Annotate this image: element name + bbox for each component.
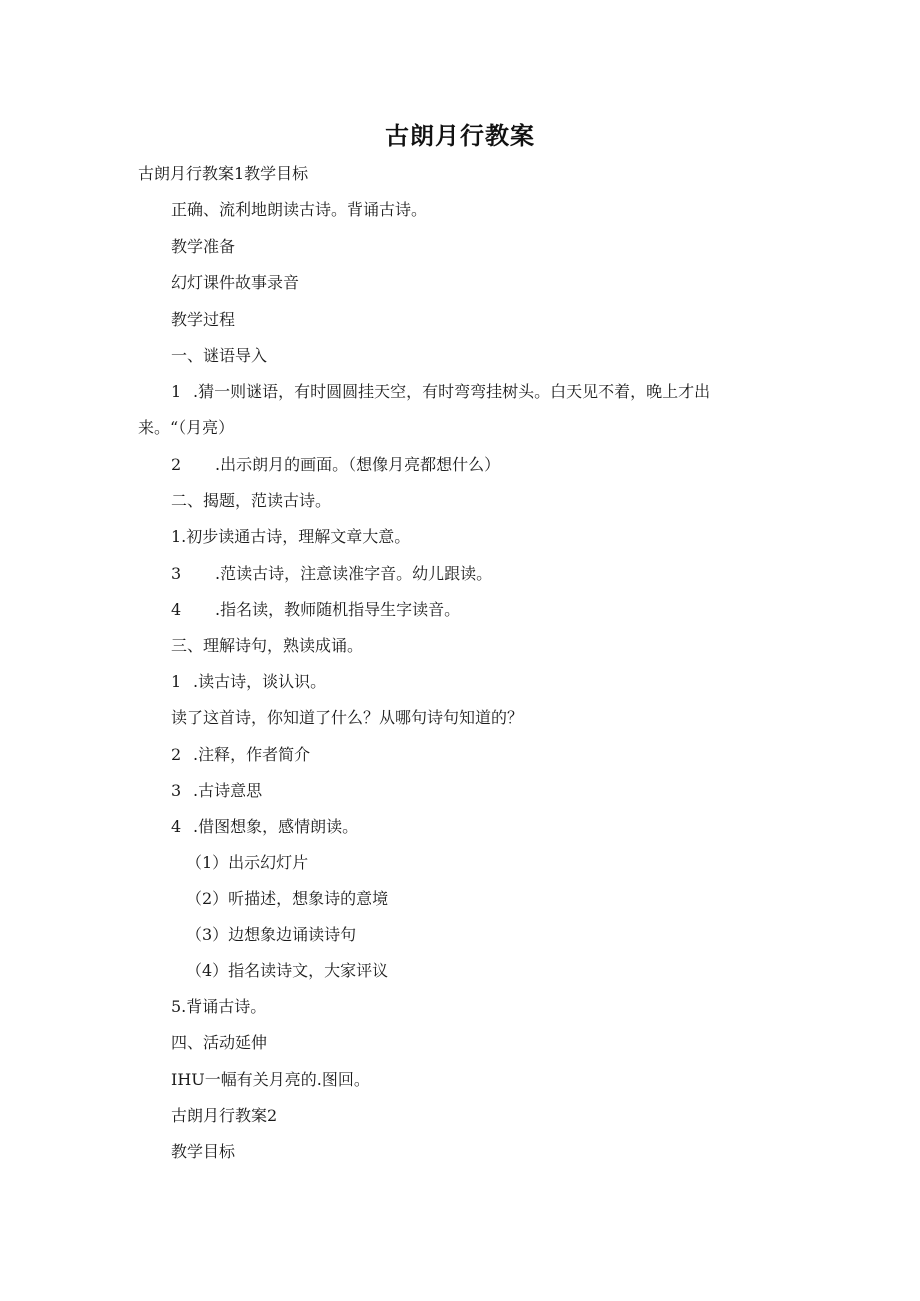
item-text: .借图想象，感情朗读。 — [193, 817, 359, 836]
prep-text: 幻灯课件故事录音 — [171, 273, 300, 292]
section-4-heading: 四、活动延伸 — [171, 1033, 268, 1052]
item-text: .古诗意思 — [193, 781, 263, 800]
item-1-1-continuation: 来。“（月亮） — [138, 418, 235, 437]
document-title: 古朗月行教案 — [385, 122, 535, 150]
item-4-1: IHU一幅有关月亮的.图回。 — [171, 1070, 370, 1089]
item-number: 2 — [171, 745, 182, 764]
prep-heading: 教学准备 — [171, 237, 236, 256]
sub-item-2: （2）听描述，想象诗的意境 — [186, 889, 389, 908]
item-3-1-question: 读了这首诗，你知道了什么？从哪句诗句知道的？ — [171, 708, 524, 727]
item-number: 3 — [171, 564, 182, 583]
section-2-heading: 二、揭题，范读古诗。 — [171, 491, 332, 510]
section-3-heading: 三、理解诗句，熟读成诵。 — [171, 636, 364, 655]
sub-item-3: （3）边想象边诵读诗句 — [186, 925, 357, 944]
item-3-5: 5.背诵古诗。 — [171, 997, 267, 1016]
item-number: 1 — [171, 382, 182, 401]
item-2-1: 1.初步读通古诗，理解文章大意。 — [171, 527, 411, 546]
item-3-2 — [171, 745, 310, 765]
item-number: 2 — [171, 455, 182, 474]
lesson-2-heading: 古朗月行教案2 — [171, 1106, 278, 1125]
item-2-4 — [171, 600, 460, 620]
item-3-1 — [171, 672, 326, 692]
sub-item-4: （4）指名读诗文，大家评议 — [186, 961, 389, 980]
process-heading: 教学过程 — [171, 310, 236, 329]
item-1-2 — [171, 455, 500, 475]
item-text: .出示朗月的画面。（想像月亮都想什么） — [215, 455, 501, 474]
item-number: 3 — [171, 781, 182, 800]
goal-text: 正确、流利地朗读古诗。背诵古诗。 — [171, 200, 428, 219]
section-1-heading: 一、谜语导入 — [171, 346, 268, 365]
lesson-1-heading: 古朗月行教案1教学目标 — [138, 164, 309, 183]
item-text: .注释，作者简介 — [193, 745, 311, 764]
item-text: .指名读，教师随机指导生字读音。 — [215, 600, 461, 619]
item-text: .范读古诗，注意读准字音。幼儿跟读。 — [215, 564, 493, 583]
item-number: 4 — [171, 817, 182, 836]
item-number: 4 — [171, 600, 182, 619]
item-number: 1 — [171, 672, 182, 691]
item-text: .猜一则谜语，有时圆圆挂天空，有时弯弯挂树头。白天见不着，晚上才出 — [193, 382, 711, 401]
sub-item-1: （1）出示幻灯片 — [186, 853, 309, 872]
item-1-1 — [171, 382, 710, 402]
item-3-3 — [171, 781, 262, 801]
item-text: .读古诗，谈认识。 — [193, 672, 327, 691]
lesson-2-goal-heading: 教学目标 — [171, 1142, 236, 1161]
item-2-3 — [171, 564, 492, 584]
item-3-4 — [171, 817, 358, 837]
